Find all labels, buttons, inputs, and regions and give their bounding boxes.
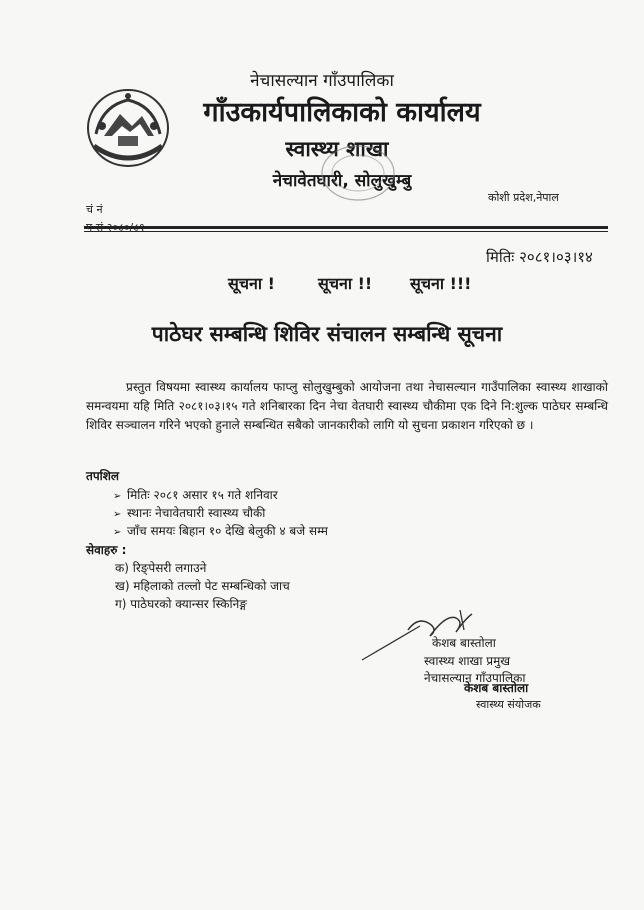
date-line: मितिः २०८१।०३।१४: [486, 248, 593, 266]
letter-number: चं नं: [86, 203, 103, 216]
office-title: गाँउकार्यपालिकाको कार्यालय: [203, 97, 481, 128]
header-divider-thin: [84, 231, 608, 232]
details-heading: तपशिल: [86, 469, 120, 483]
notice-label-3: सूचना !!!: [410, 274, 472, 293]
service-item: ग) पाठेघरको क्यान्सर स्किनिङ्ग: [115, 597, 247, 611]
arrow-bullet-icon: ➢: [113, 527, 122, 538]
notice-body: प्रस्तुत विषयमा स्वास्थ्य कार्यालय फाप्लु सोलुखुम्बुको आयोजना तथा नेचासल्यान गाउँपालिका स्वास्थ्य शाखाको समन्वयमा यहि मिति २०८१।०३।१५ गते शनिबारका दिन नेचा वेतघारी स्वास्थ्य चौकीमा एक दिने नि:शुल्क पाठेघर सम्बन्धि शिविर सञ्चालन गरिने भएको हुनाले सम्बन्धित सबैको जानकारीको लागि यो सुचना प्रकाशन गरिएको छ ।: [86, 380, 608, 432]
office-seal: [318, 142, 398, 204]
signatory-title: स्वास्थ्य शाखा प्रमुख: [424, 654, 511, 668]
service-item: ख) महिलाको तल्लो पेट सम्बन्धिको जाच: [115, 579, 290, 593]
municipality-name: नेचासल्यान गाँउपालिका: [250, 71, 394, 91]
arrow-bullet-icon: ➢: [113, 491, 122, 502]
detail-item: ➢ मितिः २०८१ असार १५ गते शनिवार: [113, 488, 278, 502]
services-heading: सेवाहरु :: [86, 543, 127, 557]
notice-label-1: सूचना !: [228, 274, 275, 293]
detail-item: ➢ स्थानः नेचावेतघारी स्वास्थ्य चौकी: [113, 506, 266, 520]
header-divider: [84, 226, 608, 229]
notice-label-2: सूचना !!: [318, 274, 373, 293]
signatory-name: केशब बास्तोला: [432, 636, 496, 650]
service-item: क) रिङ्पेसरी लगाउने: [115, 561, 207, 575]
signatory-org: नेचासल्यान गाँउपालिका: [424, 671, 526, 685]
detail-item: ➢ जाँच समयः बिहान १० देखि बेलुकी ४ बजे सम्म: [113, 524, 328, 538]
province-text: कोशी प्रदेश,नेपाल: [488, 191, 559, 204]
stamp-name: केशब बास्तोला: [464, 681, 529, 695]
branch-title: स्वास्थ्य शाखा: [285, 137, 389, 161]
address-line: नेचावेतघारी, सोलुखुम्बु: [272, 171, 412, 191]
notice-subject: पाठेघर सम्बन्धि शिविर संचालन सम्बन्धि सूचना: [151, 322, 503, 346]
stamp-title: स्वास्थ्य संयोजक: [476, 698, 541, 711]
arrow-bullet-icon: ➢: [113, 509, 122, 520]
